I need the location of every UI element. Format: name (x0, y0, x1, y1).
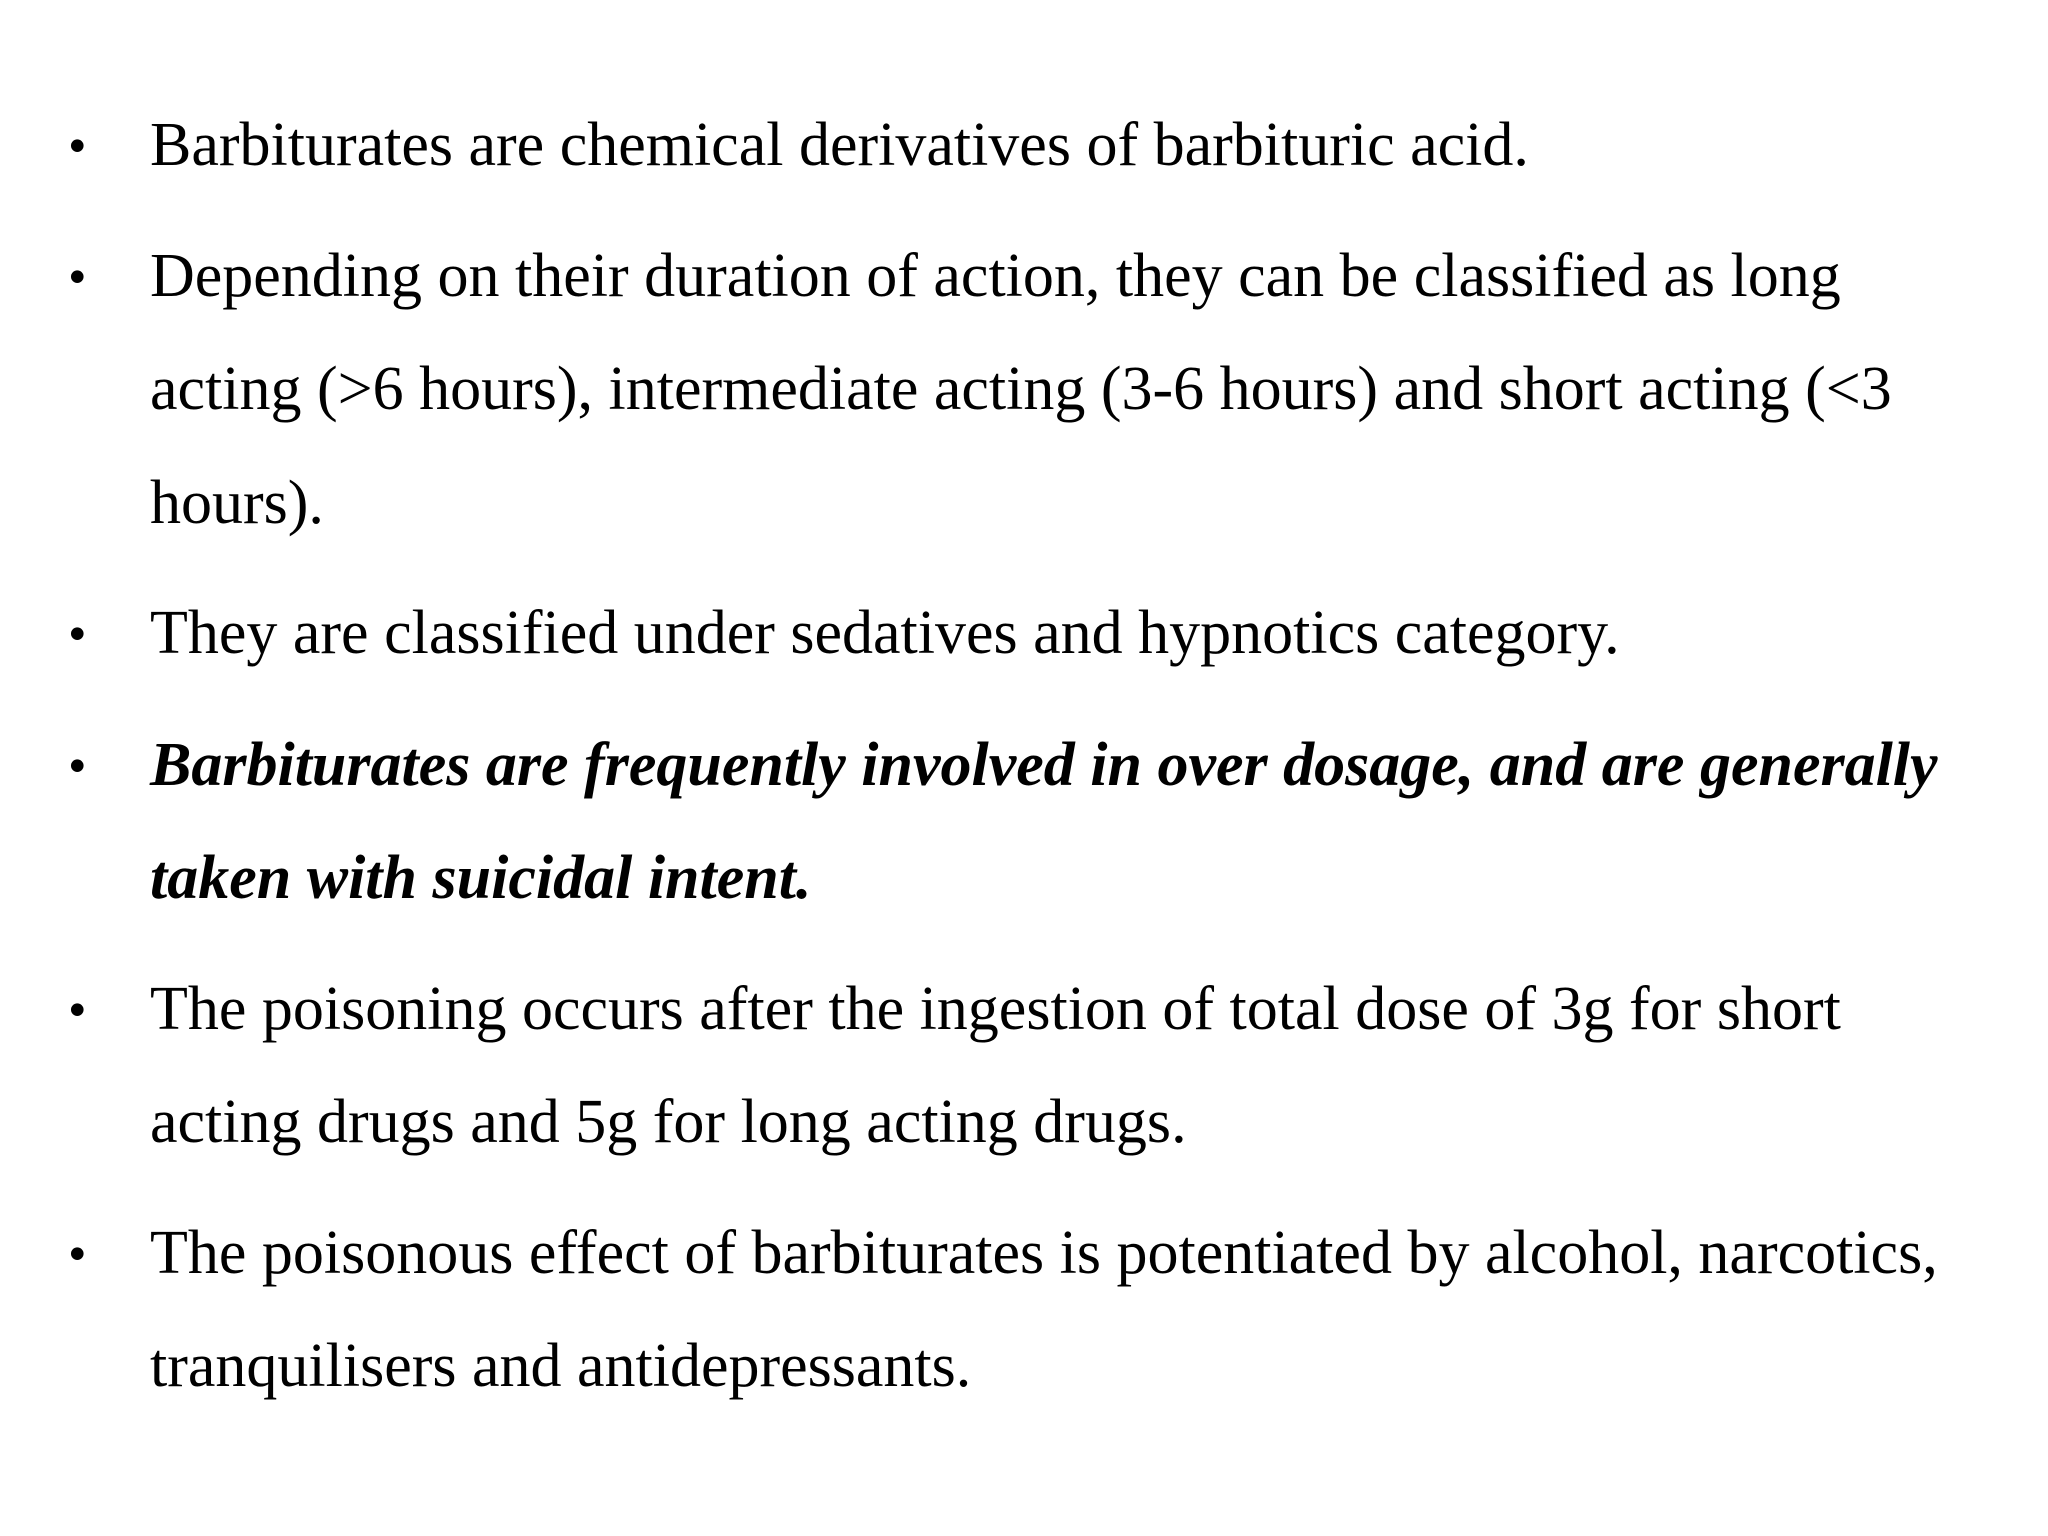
bullet-text-line-emphasis: Barbiturates are frequently involved in over dosage, and are generally (150, 731, 1938, 799)
bullet-text-line: Depending on their duration of action, they can be classified as long (150, 242, 1841, 310)
bullet-text-line: acting drugs and 5g for long acting drugs. (150, 1088, 1187, 1156)
bullet-marker: • (68, 117, 87, 175)
bullet-text-line: The poisonous effect of barbiturates is potentiated by alcohol, narcotics, (150, 1219, 1938, 1287)
bullet-text-line: The poisoning occurs after the ingestion of total dose of 3g for short (150, 975, 1841, 1043)
bullet-marker: • (68, 605, 87, 663)
bullet-text-line: Barbiturates are chemical derivatives of barbituric acid. (150, 111, 1529, 179)
bullet-text-line: hours). (150, 469, 324, 537)
bullet-text-line: tranquilisers and antidepressants. (150, 1332, 972, 1400)
bullet-marker: • (68, 248, 87, 306)
bullet-marker: • (68, 737, 87, 795)
bullet-marker: • (68, 1225, 87, 1283)
bullet-text-line: They are classified under sedatives and hypnotics category. (150, 599, 1620, 667)
bullet-marker: • (68, 981, 87, 1039)
bullet-text-line: acting (>6 hours), intermediate acting (3-6 hours) and short acting (<3 (150, 355, 1892, 423)
bullet-text-line-emphasis: taken with suicidal intent. (150, 844, 812, 912)
